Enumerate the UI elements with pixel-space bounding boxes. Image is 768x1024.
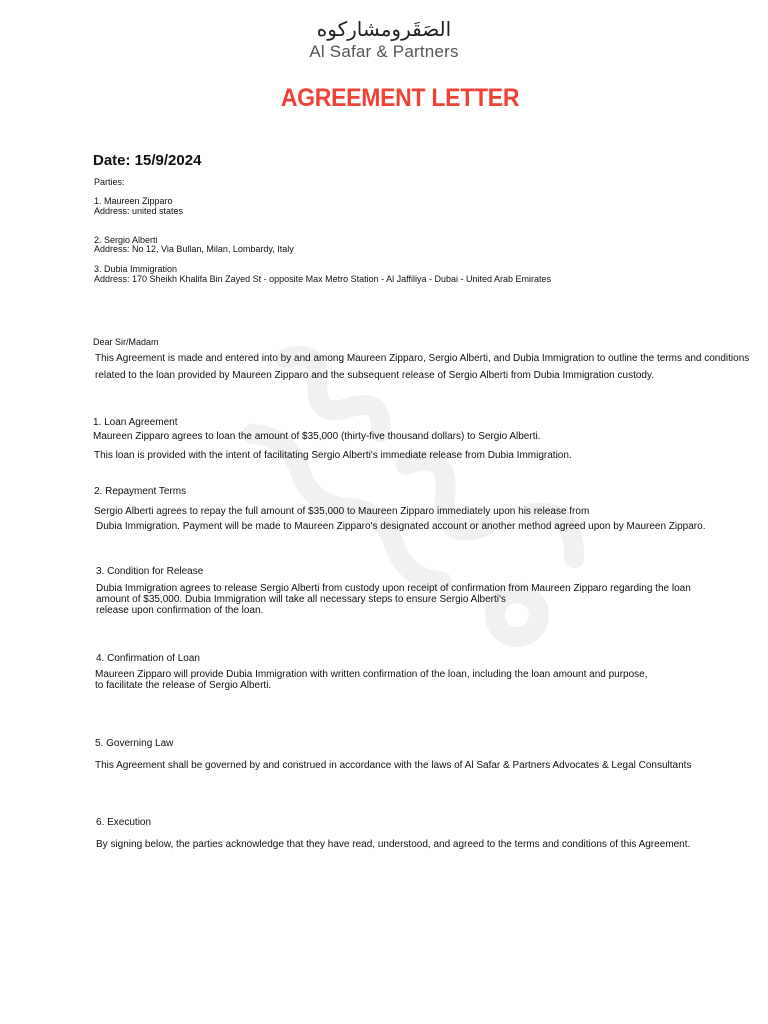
section-6-line-1: By signing below, the parties acknowledge that they have read, understood, and agreed to the terms and conditions of this Agreement. xyxy=(96,839,691,850)
section-1-line-2: This loan is provided with the intent of facilitating Sergio Alberti's immediate release from Dubia Immigration. xyxy=(94,450,572,461)
section-2-line-2: Dubia Immigration. Payment will be made to Maureen Zipparo's designated account or another method agreed upon by Maureen Zipparo. xyxy=(96,521,706,532)
party-1-name: 1. Maureen Zipparo xyxy=(94,196,173,206)
agreement-date: Date: 15/9/2024 xyxy=(93,152,202,169)
party-3-name: 3. Dubia Immigration xyxy=(94,264,178,274)
logo-arabic-text: الصَقَرومشاركوه xyxy=(316,17,452,41)
section-1-line-1: Maureen Zipparo agrees to loan the amount of $35,000 (thirty-five thousand dollars) to Sergio Alberti. xyxy=(93,431,541,442)
section-4-line-2: to facilitate the release of Sergio Alberti. xyxy=(95,680,272,691)
section-3-line-3: release upon confirmation of the loan. xyxy=(96,605,264,616)
company-logo xyxy=(0,16,768,62)
intro-line-2: related to the loan provided by Maureen Zipparo and the subsequent release of Sergio Alberti from Dubia Immigration custody. xyxy=(95,370,655,381)
section-2-line-1: Sergio Alberti agrees to repay the full amount of $35,000 to Maureen Zipparo immediately upon his release from xyxy=(94,506,590,517)
salutation: Dear Sir/Madam xyxy=(93,337,159,347)
section-4-heading: 4. Confirmation of Loan xyxy=(96,653,200,664)
party-1-address: Address: united states xyxy=(94,206,184,216)
section-3-heading: 3. Condition for Release xyxy=(96,566,204,577)
party-2-name: 2. Sergio Alberti xyxy=(94,235,158,245)
section-5-line-1: This Agreement shall be governed by and construed in accordance with the laws of Al Safar & Partners Advocates & Legal Consultants xyxy=(95,760,692,771)
logo-english-text: Al Safar & Partners xyxy=(309,42,459,61)
section-6-heading: 6. Execution xyxy=(96,817,152,828)
document-title: AGREEMENT LETTER xyxy=(280,84,520,112)
section-5-heading: 5. Governing Law xyxy=(95,738,174,749)
parties-label: Parties: xyxy=(94,177,125,187)
party-2-address: Address: No 12, Via Bullan, Milan, Lombardy, Italy xyxy=(94,244,294,254)
intro-line-1: This Agreement is made and entered into by and among Maureen Zipparo, Sergio Alberti, and Dubia Immigration to outline the terms and conditions xyxy=(95,353,750,364)
section-4-line-1: Maureen Zipparo will provide Dubia Immigration with written confirmation of the loan, including the loan amount and purpose, xyxy=(95,669,648,680)
section-3-line-2: amount of $35,000. Dubia Immigration will take all necessary steps to ensure Sergio Alberti's xyxy=(96,594,506,605)
section-3-line-1: Dubia Immigration agrees to release Sergio Alberti from custody upon receipt of confirmation from Maureen Zipparo regarding the loan xyxy=(96,583,691,594)
party-3-address: Address: 170 Sheikh Khalifa Bin Zayed St - opposite Max Metro Station - Al Jaffiliya - Dubai - United Arab Emirates xyxy=(94,274,552,284)
section-1-heading: 1. Loan Agreement xyxy=(93,417,178,428)
section-2-heading: 2. Repayment Terms xyxy=(94,486,187,497)
